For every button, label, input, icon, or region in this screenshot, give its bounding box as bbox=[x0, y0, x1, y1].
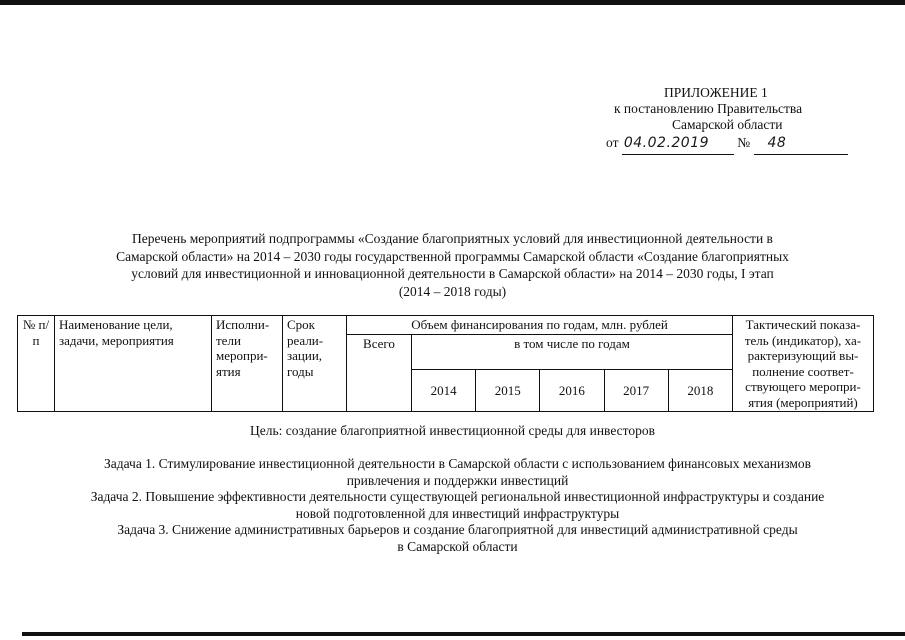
appendix-line-2: Самарской области bbox=[672, 117, 783, 132]
task-1-line-1: Задача 1. Стимулирование инвестиционной деятельности в Самарской области с использованием финансовых механизмов bbox=[103, 456, 812, 471]
appendix-line-1: к постановлению Правительства bbox=[614, 101, 803, 116]
decree-date-number bbox=[606, 132, 848, 155]
year-2017: 2017 bbox=[604, 370, 668, 412]
number-label: № bbox=[737, 135, 751, 150]
handwritten-date: 04.02.2019 bbox=[622, 132, 734, 155]
document-heading bbox=[60, 230, 845, 300]
from-label: от bbox=[606, 135, 619, 150]
col-finance-header: Объем финансирования по годам, млн. рублей bbox=[347, 316, 733, 335]
year-2015: 2015 bbox=[476, 370, 540, 412]
heading-line-1: Перечень мероприятий подпрограммы «Создание благоприятных условий для инвестиционной деятельности в bbox=[132, 231, 773, 246]
heading-line-4: (2014 – 2018 годы) bbox=[398, 283, 507, 299]
year-2016: 2016 bbox=[540, 370, 604, 412]
year-2014: 2014 bbox=[412, 370, 476, 412]
task-3-line-2: в Самарской области bbox=[397, 538, 518, 554]
col-term-header: Срок реали-зации, годы bbox=[283, 316, 347, 412]
bottom-border bbox=[22, 632, 905, 636]
col-total-header: Всего bbox=[347, 334, 412, 412]
table-header-row-1 bbox=[18, 316, 874, 335]
top-border bbox=[0, 0, 905, 5]
col-executors-header: Исполни-тели меропри-ятия bbox=[212, 316, 283, 412]
task-1-line-2: привлечения и поддержки инвестиций bbox=[346, 472, 569, 488]
task-2-line-1: Задача 2. Повышение эффективности деятельности существующей региональной инвестиционной инфраструктуры и создание bbox=[90, 489, 825, 504]
heading-line-3: условий для инвестиционной и инновационной деятельности в Самарской области» на 2014 – 2030 годы, I этап bbox=[131, 266, 774, 281]
col-number-header: № п/п bbox=[18, 316, 55, 412]
year-2018: 2018 bbox=[668, 370, 732, 412]
col-indicator-header: Тактический показа-тель (индикатор), ха-рактеризующий вы-полнение соответ-ствующего меропри-ятия (мероприятий) bbox=[733, 316, 874, 412]
task-3-line-1: Задача 3. Снижение административных барьеров и создание благоприятной для инвестиций административной среды bbox=[117, 522, 798, 537]
heading-line-2: Самарской области» на 2014 – 2030 годы государственной программы Самарской области «Создание благоприятных bbox=[116, 248, 789, 264]
appendix-title: ПРИЛОЖЕНИЕ 1 bbox=[664, 85, 768, 100]
col-by-years-header: в том числе по годам bbox=[412, 334, 733, 370]
measures-table bbox=[17, 315, 874, 412]
col-name-header: Наименование цели, задачи, мероприятия bbox=[55, 316, 212, 412]
tasks-list bbox=[40, 456, 875, 555]
handwritten-number: 48 bbox=[754, 132, 848, 155]
task-2-line-2: новой подготовленной для инвестиций инфраструктуры bbox=[295, 505, 620, 521]
goal-text: Цель: создание благоприятной инвестиционной среды для инвесторов bbox=[249, 423, 656, 438]
